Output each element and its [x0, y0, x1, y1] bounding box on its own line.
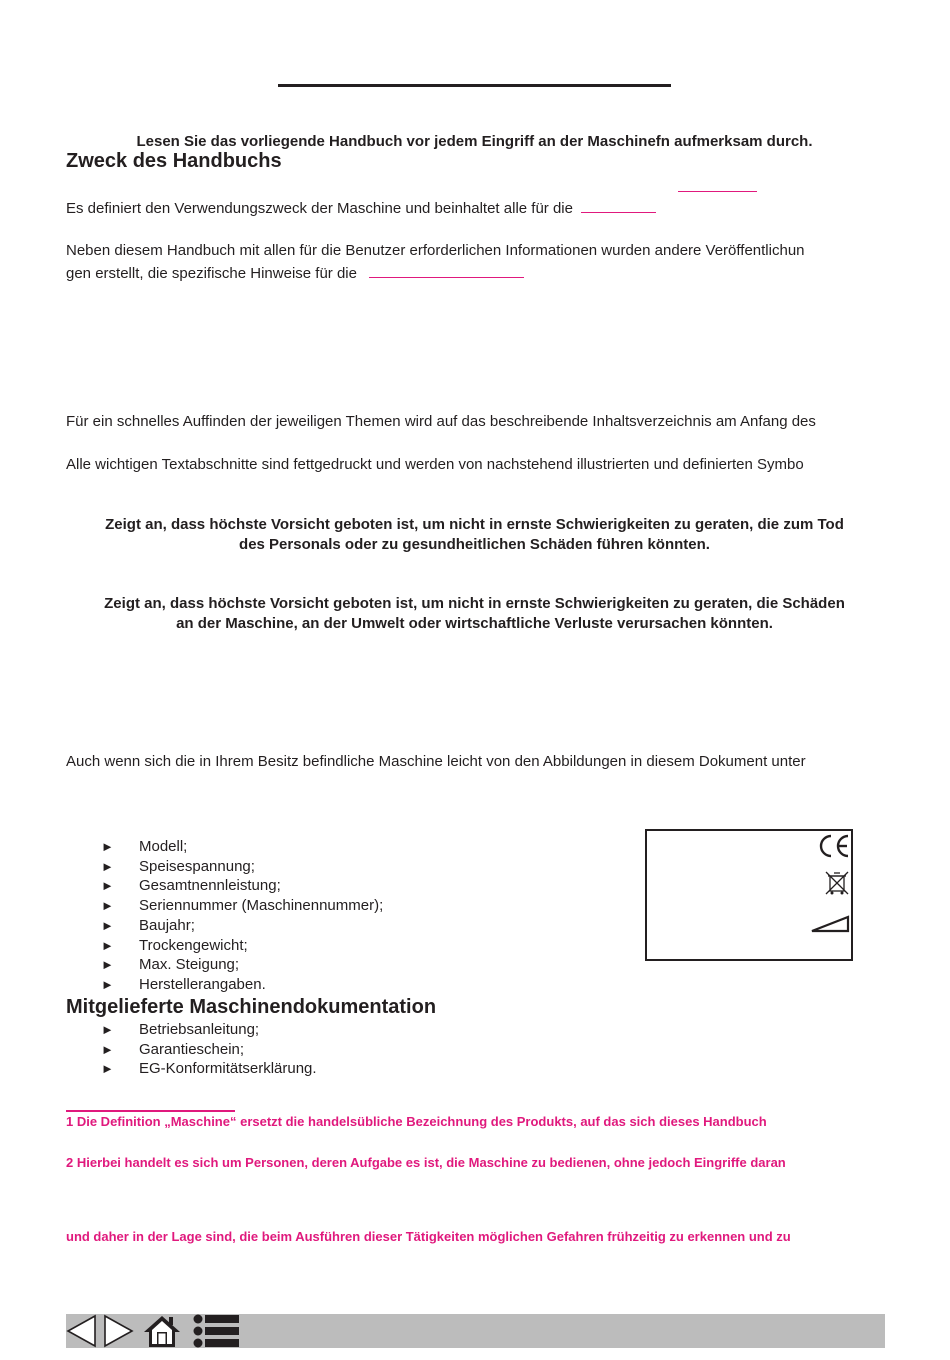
list-item: ► Betriebsanleitung; [101, 1021, 260, 1038]
list-item: ► Modell; [101, 838, 188, 855]
table-of-contents-icon[interactable] [190, 1314, 240, 1348]
intro-notice: Lesen Sie das vorliegende Handbuch vor jedem Eingriff an der Maschinefn aufmerksam durch. [136, 133, 813, 150]
bullet-icon: ► [101, 957, 114, 973]
footnote-2: 2 Hierbei handelt es sich um Personen, deren Aufgabe es ist, die Maschine zu bedienen, ohne jedoch Eingriffe daran [66, 1155, 786, 1170]
list-item: ► Baujahr; [101, 916, 195, 934]
paragraph-publications [66, 239, 886, 285]
paragraph-text: Es definiert den Verwendungszweck der Maschine und beinhaltet alle für die [66, 200, 573, 217]
bullet-icon: ► [101, 898, 114, 914]
weee-bin-icon [823, 869, 851, 897]
bullet-icon: ► [101, 917, 114, 933]
previous-page-icon[interactable] [66, 1314, 98, 1348]
warning-line: Zeigt an, dass höchste Vorsicht geboten ist, um nicht in ernste Schwierigkeiten zu geraten, die zum Tod [105, 516, 844, 533]
bullet-icon: ► [101, 1041, 114, 1057]
bullet-icon: ► [101, 937, 114, 953]
bullet-icon: ► [101, 878, 114, 894]
warning-line: des Personals oder zu gesundheitlichen Schäden führen könnten. [239, 536, 710, 553]
bullet-icon: ► [101, 858, 114, 874]
list-item: ► Gesamtnennleistung; [101, 877, 281, 895]
list-item: ► Max. Steigung; [101, 956, 240, 974]
paragraph-text: gen erstellt, die spezifische Hinweise für die [66, 265, 357, 282]
plate-data-list [101, 837, 383, 995]
list-item: ► EG-Konformitätserklärung. [101, 1060, 317, 1078]
crossref-link[interactable] [581, 198, 656, 213]
warning-line: an der Maschine, an der Umwelt oder wirtschaftliche Verluste verursachen könnten. [176, 615, 773, 632]
list-item: ► Seriennummer (Maschinennummer); [101, 897, 384, 915]
home-icon[interactable] [142, 1314, 182, 1348]
list-item: ► Speisespannung; [101, 857, 255, 875]
bullet-icon: ► [101, 839, 114, 854]
warning-line: Zeigt an, dass höchste Vorsicht geboten ist, um nicht in ernste Schwierigkeiten zu geraten, die Schäden [104, 595, 845, 612]
danger-warning [66, 515, 883, 555]
paragraph-symbols: Alle wichtigen Textabschnitte sind fettgedruckt und werden von nachstehend illustrierten und definierten Symbo [66, 456, 804, 473]
footnote-1: 1 Die Definition „Maschine“ ersetzt die handelsübliche Bezeichnung des Produkts, auf das sich dieses Handbuch [66, 1114, 767, 1129]
footnote-2-continued: und daher in der Lage sind, die beim Ausführen dieser Tätigkeiten möglichen Gefahren frühzeitig zu erkennen und zu [66, 1229, 791, 1244]
ce-mark-icon [817, 833, 851, 859]
crossref-link[interactable] [369, 263, 524, 278]
section-title-purpose: Zweck des Handbuchs [66, 150, 282, 172]
footnote-rule [66, 1110, 235, 1112]
list-item: ► Herstellerangaben. [101, 975, 266, 993]
list-item: ► Trockengewicht; [101, 936, 248, 954]
paragraph-purpose [66, 197, 886, 220]
identification-plate [645, 829, 853, 961]
bullet-icon: ► [101, 1061, 114, 1077]
link-underline [678, 191, 757, 192]
footer-nav-bar [66, 1314, 885, 1348]
list-item: ► Garantieschein; [101, 1040, 245, 1058]
paragraph-line: Neben diesem Handbuch mit allen für die Benutzer erforderlichen Informationen wurden andere Veröffentlichun [66, 242, 805, 259]
documentation-list [101, 1020, 317, 1079]
paragraph-toc: Für ein schnelles Auffinden der jeweiligen Themen wird auf das beschreibende Inhaltsverzeichnis am Anfang des [66, 413, 816, 430]
caution-warning [66, 594, 883, 634]
bullet-icon: ► [101, 1022, 114, 1037]
title-rule [278, 84, 671, 87]
paragraph-line [66, 262, 886, 285]
next-page-icon[interactable] [102, 1314, 134, 1348]
section-title-documentation: Mitgelieferte Maschinendokumentation [66, 996, 437, 1018]
bullet-icon: ► [101, 976, 114, 992]
slope-icon [810, 915, 850, 933]
paragraph-illustrations: Auch wenn sich die in Ihrem Besitz befindliche Maschine leicht von den Abbildungen in diesem Dokument unter [66, 753, 806, 770]
